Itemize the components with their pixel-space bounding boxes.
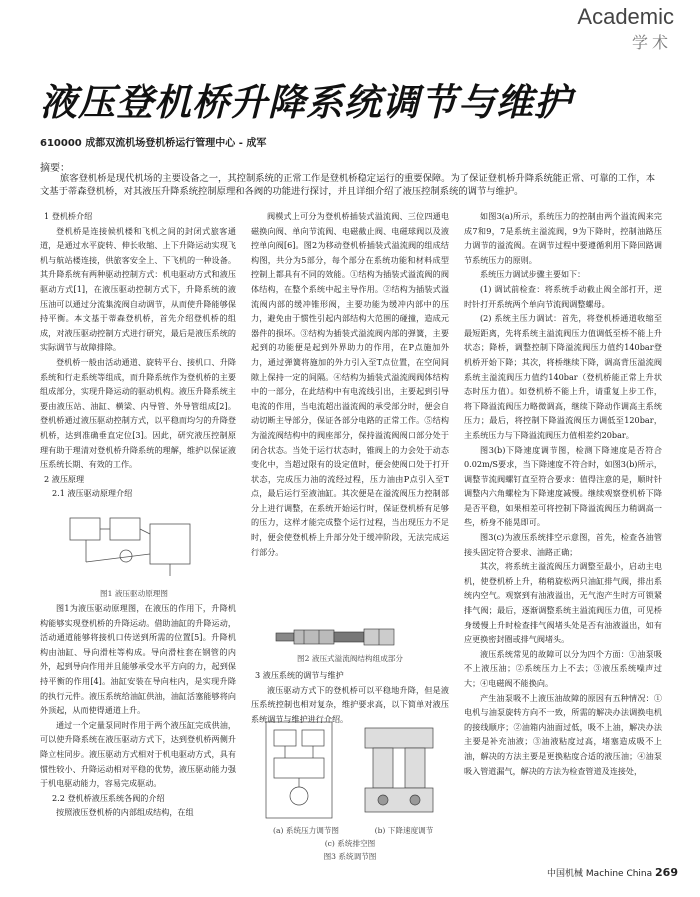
- figure-2-caption: 图2 液压式溢流阀结构组成部分: [297, 654, 403, 663]
- figure-3b-caption: (b) 下降速度调节: [374, 826, 434, 835]
- figure-1-caption: 图1 液压驱动原理图: [100, 589, 168, 598]
- figure-3a-caption: (a) 系统压力调节图: [272, 826, 340, 835]
- paragraph: 其次，将系统主溢流阀压力调整至最小，启动主电机，使登机桥上升，稍稍旋松两只油缸排气阀，排出系统内空气。观察到有油液溢出，无气泡产生时方可锁紧排气阀；最后，逐渐调整系统主溢流阀压力值，可见桥身缓慢上升时检查排气阀堵头处是否有油液溢出，如有应更换密封圈或排气阀堵头。: [464, 561, 662, 645]
- figure-3-caption: 图3 系统调节图: [323, 852, 377, 861]
- diagram-block: [70, 518, 100, 540]
- paragraph: 图3(b)下降速度调节图，检测下降速度是否符合0.02m/S要求，当下降速度不符合时，如图3(b)所示，调整节流阀螺钉直至符合要求：值得注意的是，顺时针调整内六角螺栓为下降速度减慢。继续观察登机桥下降是否平稳，如果相差可将控制下降溢流阀压力稍调高一些，桥身不能晃即可。: [464, 444, 662, 528]
- page-footer: [547, 866, 678, 879]
- diagram-block: [150, 524, 190, 564]
- section-label-en: Academic: [577, 4, 674, 29]
- diagram-block: [110, 518, 140, 540]
- paragraph: 液压系统常见的故障可以分为四个方面：①油泵吸不上液压油；②系统压力上不去；③液压系统噪声过大；④电磁阀不能换向。: [464, 648, 662, 688]
- column-1-continued: [40, 601, 236, 820]
- section-heading: 3 液压系统的调节与维护: [255, 670, 344, 680]
- column-2: [251, 209, 449, 559]
- paragraph: 如图3(a)所示，系统压力的控制由两个溢流阀来完成7和9，7是系统主溢流阀，9为下降时，控制油路压力调节的溢流阀。在调节过程中要遵循利用下降回路调节系统压力的原则。: [464, 211, 662, 265]
- section-heading: 2 液压原理: [44, 473, 85, 484]
- figure-3a-pressure-diagram: [262, 718, 336, 822]
- paragraph: 液压驱动方式下的登机桥可以平稳地升降，但是液压系统控制也相对复杂，维护要求高，以下简单对液压系统调节与维护进行介绍。: [251, 684, 449, 724]
- paragraph: 通过一个定量泵同时作用于两个液压缸完成供油，可以使升降系统在液压驱动方式下，达到登机桥两侧升降立柱同步。液压驱动方式相对于机电驱动方式，具有惯性较小、升降运动相对平稳的优势，液压驱动能力强于机电驱动能力，容易完成驱动。: [40, 719, 236, 789]
- paragraph: 登机桥是连接候机楼和飞机之间的封闭式旅客通道，是通过水平旋转、伸长收缩、上下升降运动实现飞机与航站楼连接，供旅客安全上、下飞机的一种设备。其升降系统有两种驱动控制方式：机电驱动方式和液压驱动方式[1]，在液压驱动控制方式下，升降系统的液压油可以通过分流集流阀自动调节，从而使升降能够保持平衡。本文基于蒂森登机桥，首先介绍登机桥的组成，对液压驱动控制方式进行研究，最后是液压系统的实际调节与故障排除。: [40, 225, 236, 353]
- journal-name: 中国机械 Machine China: [547, 869, 653, 879]
- page-number: 269: [655, 866, 678, 879]
- paragraph: 登机桥一般由活动通道、旋转平台、接机口、升降系统和行走系统等组成，而升降系统作为登机桥的主要组成部分，实现升降运动的驱动机构。液压升降系统主要由液压站、油缸、横梁、内导管、外导管组成[2]。登机桥通过液压驱动控制方式，以平稳而均匀的升降登机桥，达到准确垂直定位[3]。因此，研究液压控制原理有助于理清对登机桥升降系统的理解，维护以保证液压系统长期、有效的工作。: [40, 356, 236, 470]
- paragraph: 系统压力调试步骤主要如下：: [480, 269, 586, 280]
- paragraph: 图3(c)为液压系统排空示意图，首先，检查各油管接头固定符合要求、油路正确；: [464, 532, 662, 557]
- column-3: [464, 209, 662, 778]
- abstract-text: 旅客登机桥是现代机场的主要设备之一，其控制系统的正常工作是登机桥稳定运行的重要保障。为了保证登机桥升降系统能正常、可靠的工作，本文基于蒂森登机桥，对其液压升降系统控制原理和各阀的功能进行探讨，并且详细介绍了液压控制系统的调节与维护。: [40, 173, 656, 197]
- paragraph: 产生油泵吸不上液压油故障的原因有五种情况：①电机与油泵旋转方向不一致，所需的解决办法调换电机的接线顺序；②油箱内油面过低，吸不上油，解决办法主要是补充油液；③油液粘度过高，堵塞造成吸不上油，解决的方法主要是更换粘度合适的液压油；④油泵吸入管道漏气，解决的方法为检查管道及连接处，: [464, 692, 662, 776]
- figure-3b-descent-speed: [357, 722, 441, 822]
- paragraph: (1) 调试前检查：将系统手动截止阀全部打开，逆时针打开系统两个单向节流阀调整螺母。: [464, 283, 662, 309]
- subsection-heading: 2.2 登机桥液压系统各阀的介绍: [52, 792, 165, 803]
- figure-2-relief-valve: [274, 626, 402, 648]
- figure-1-hydraulic-diagram: [66, 514, 202, 584]
- figure-3c-caption: (c) 系统排空图: [324, 839, 376, 848]
- paragraph: (2) 系统主压力调试：首先，将登机桥通道收缩至最短距离，先将系统主溢流阀压力值调低至桥不能上升状态；降桥，调整控制下降溢流阀压力值约140bar登机桥开始下降；其次，将桥继续下降，调高背压溢流阀系统主溢流阀压力值约140bar（登机桥能正常上升状态时压力值）。如登机桥不能上升，请重复上步工作，将下降溢流阀压力略微调高，继续下降动作调高主系统压力；最后，将控制下降溢流阀压力调低至120bar，主系统压力与下降溢流阀压力值相差约20bar。: [464, 313, 662, 440]
- paragraph: 按照液压登机桥的内部组成结构，在组: [56, 807, 194, 818]
- subsection-heading: 2.1 液压驱动原理介绍: [52, 488, 133, 499]
- abstract-label: 摘要：: [40, 163, 70, 174]
- column-1: [40, 209, 236, 501]
- section-heading: 1 登机桥介绍: [44, 211, 93, 221]
- article-author: 610000 成都双流机场登机桥运行管理中心 - 成军: [40, 138, 267, 149]
- section-label-cn: 学术: [631, 33, 672, 52]
- article-title: 液压登机桥升降系统调节与维护: [40, 81, 572, 124]
- paragraph: 图1为液压驱动原理图，在液压的作用下，升降机构能够实现登机桥的升降运动。借助油缸的升降运动，活动通道能够将接机口传送到所需的位置[5]。升降机构由油缸、导向滑柱等构成。导向滑柱套在钢管的内外，起到导向作用并且能够承受水平方向的力，起到保持平衡的作用[4]。油缸安装在导向柱内，是实现升降的执行元件。液压系统给油缸供油，油缸活塞能够将向外顶起，从而使得通道上升。: [40, 603, 236, 716]
- paragraph: 阀模式上可分为登机桥插装式溢流阀、三位四通电磁换向阀、单向节流阀、电磁截止阀、电磁球阀以及液控单向阀[6]。图2为移动登机桥插装式溢流阀的组成结构图，共分为5部分，每个部分在系统功能和材料成型控制上都具有不同的效能。①结构为插装式溢流阀的阀体结构，在整个系统中起主导作用。②结构为插装式溢流阀内部的缓冲锥形阀，主要功能为缓冲内部中的压力，避免由于惯性引起内部结构大范围的碰撞，造成元器件的损坏。③结构为插装式溢流阀内部的弹簧，主要起到的功能便是起到外界助力的作用，在P点施加外力，通过弹簧将施加的外力引入至T点位置，在空间间隙上保持一定的间隔。④结构为插装式溢流阀阀体结构中的一部分，在此结构中有电流线引出，主要起到引导电流的作用，当电流超出溢流阀的承受部分时，便会自动切断主导部分，保证各部分电路的正常工作。⑤结构为溢流阀结构中的阀座部分，保持溢流阀阀口部分处于闭合状态。当处于运行状态时，锥阀上的力会处于动态变化中，当超过限有的设定值时，便会使阀口处于打开状态，完成压力油的流经过程，压力油由P点引入至T点，最后运行至液油缸。其次便是在溢流阀压力控制部分上进行调整，在系统开始运行时，保证登机桥有足够的压力，这样才能完成整个运行过程，当出现压力不足时，便会使登机桥上升部分处于缓冲阶段，无法完成运行部分。: [251, 211, 449, 557]
